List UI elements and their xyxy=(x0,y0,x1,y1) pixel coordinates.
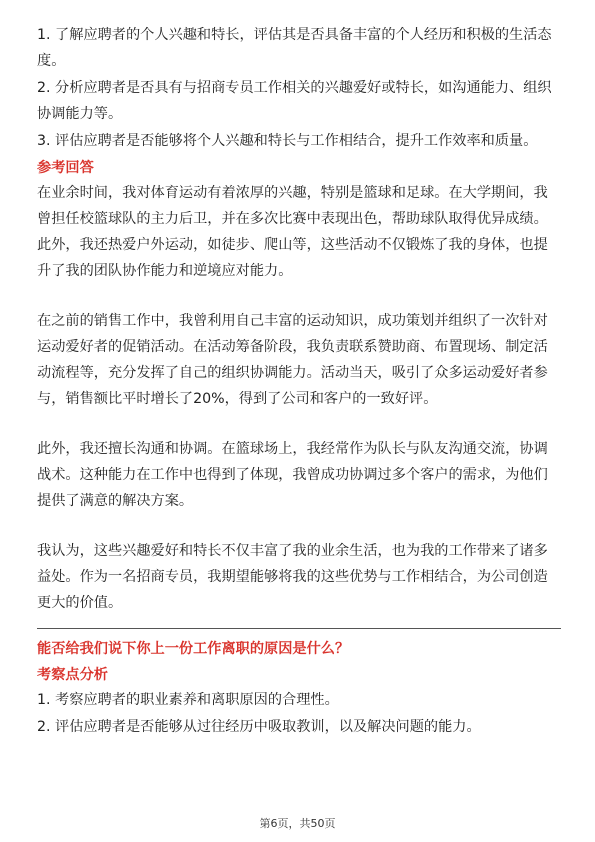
list-item: 2. 评估应聘者是否能够从过往经历中吸取教训，以及解决问题的能力。 xyxy=(37,719,481,735)
analysis-list xyxy=(37,687,561,740)
analysis-heading: 考察点分析 xyxy=(37,667,108,683)
answer-paragraph: 在之前的销售工作中，我曾利用自己丰富的运动知识，成功策划并组织了一次针对运动爱好者的促销活动。在活动筹备阶段，我负责联系赞助商、布置现场、制定活动流程等，充分发挥了自己的组织协调能力。活动当天，吸引了众多运动爱好者参与，销售额比平时增长了20%，得到了公司和客户的一致好评。 xyxy=(37,313,548,407)
list-item: 1. 考察应聘者的职业素养和离职原因的合理性。 xyxy=(37,692,339,708)
answer-heading: 参考回答 xyxy=(37,160,94,176)
question-title: 能否给我们说下你上一份工作离职的原因是什么？ xyxy=(37,641,350,657)
page-footer: 第6页，共50页 xyxy=(259,817,336,830)
document-body xyxy=(37,22,561,741)
answer-paragraph: 在业余时间，我对体育运动有着浓厚的兴趣，特别是篮球和足球。在大学期间，我曾担任校篮球队的主力后卫，并在多次比赛中表现出色，帮助球队取得优异成绩。此外，我还热爱户外运动，如徒步、爬山等，这些活动不仅锻炼了我的身体，也提升了我的团队协作能力和逆境应对能力。 xyxy=(37,185,548,279)
intro-list xyxy=(37,22,561,154)
list-item: 3. 评估应聘者是否能够将个人兴趣和特长与工作相结合，提升工作效率和质量。 xyxy=(37,133,538,149)
answer-paragraph: 我认为，这些兴趣爱好和特长不仅丰富了我的业余生活，也为我的工作带来了诸多益处。作为一名招商专员，我期望能够将我的这些优势与工作相结合，为公司创造更大的价值。 xyxy=(37,543,548,611)
section-divider xyxy=(37,628,561,629)
list-item: 1. 了解应聘者的个人兴趣和特长，评估其是否具备丰富的个人经历和积极的生活态度。 xyxy=(37,27,552,69)
list-item: 2. 分析应聘者是否具有与招商专员工作相关的兴趣爱好或特长，如沟通能力、组织协调能力等。 xyxy=(37,80,552,122)
answer-paragraph: 此外，我还擅长沟通和协调。在篮球场上，我经常作为队长与队友沟通交流，协调战术。这种能力在工作中也得到了体现，我曾成功协调过多个客户的需求，为他们提供了满意的解决方案。 xyxy=(37,441,548,509)
